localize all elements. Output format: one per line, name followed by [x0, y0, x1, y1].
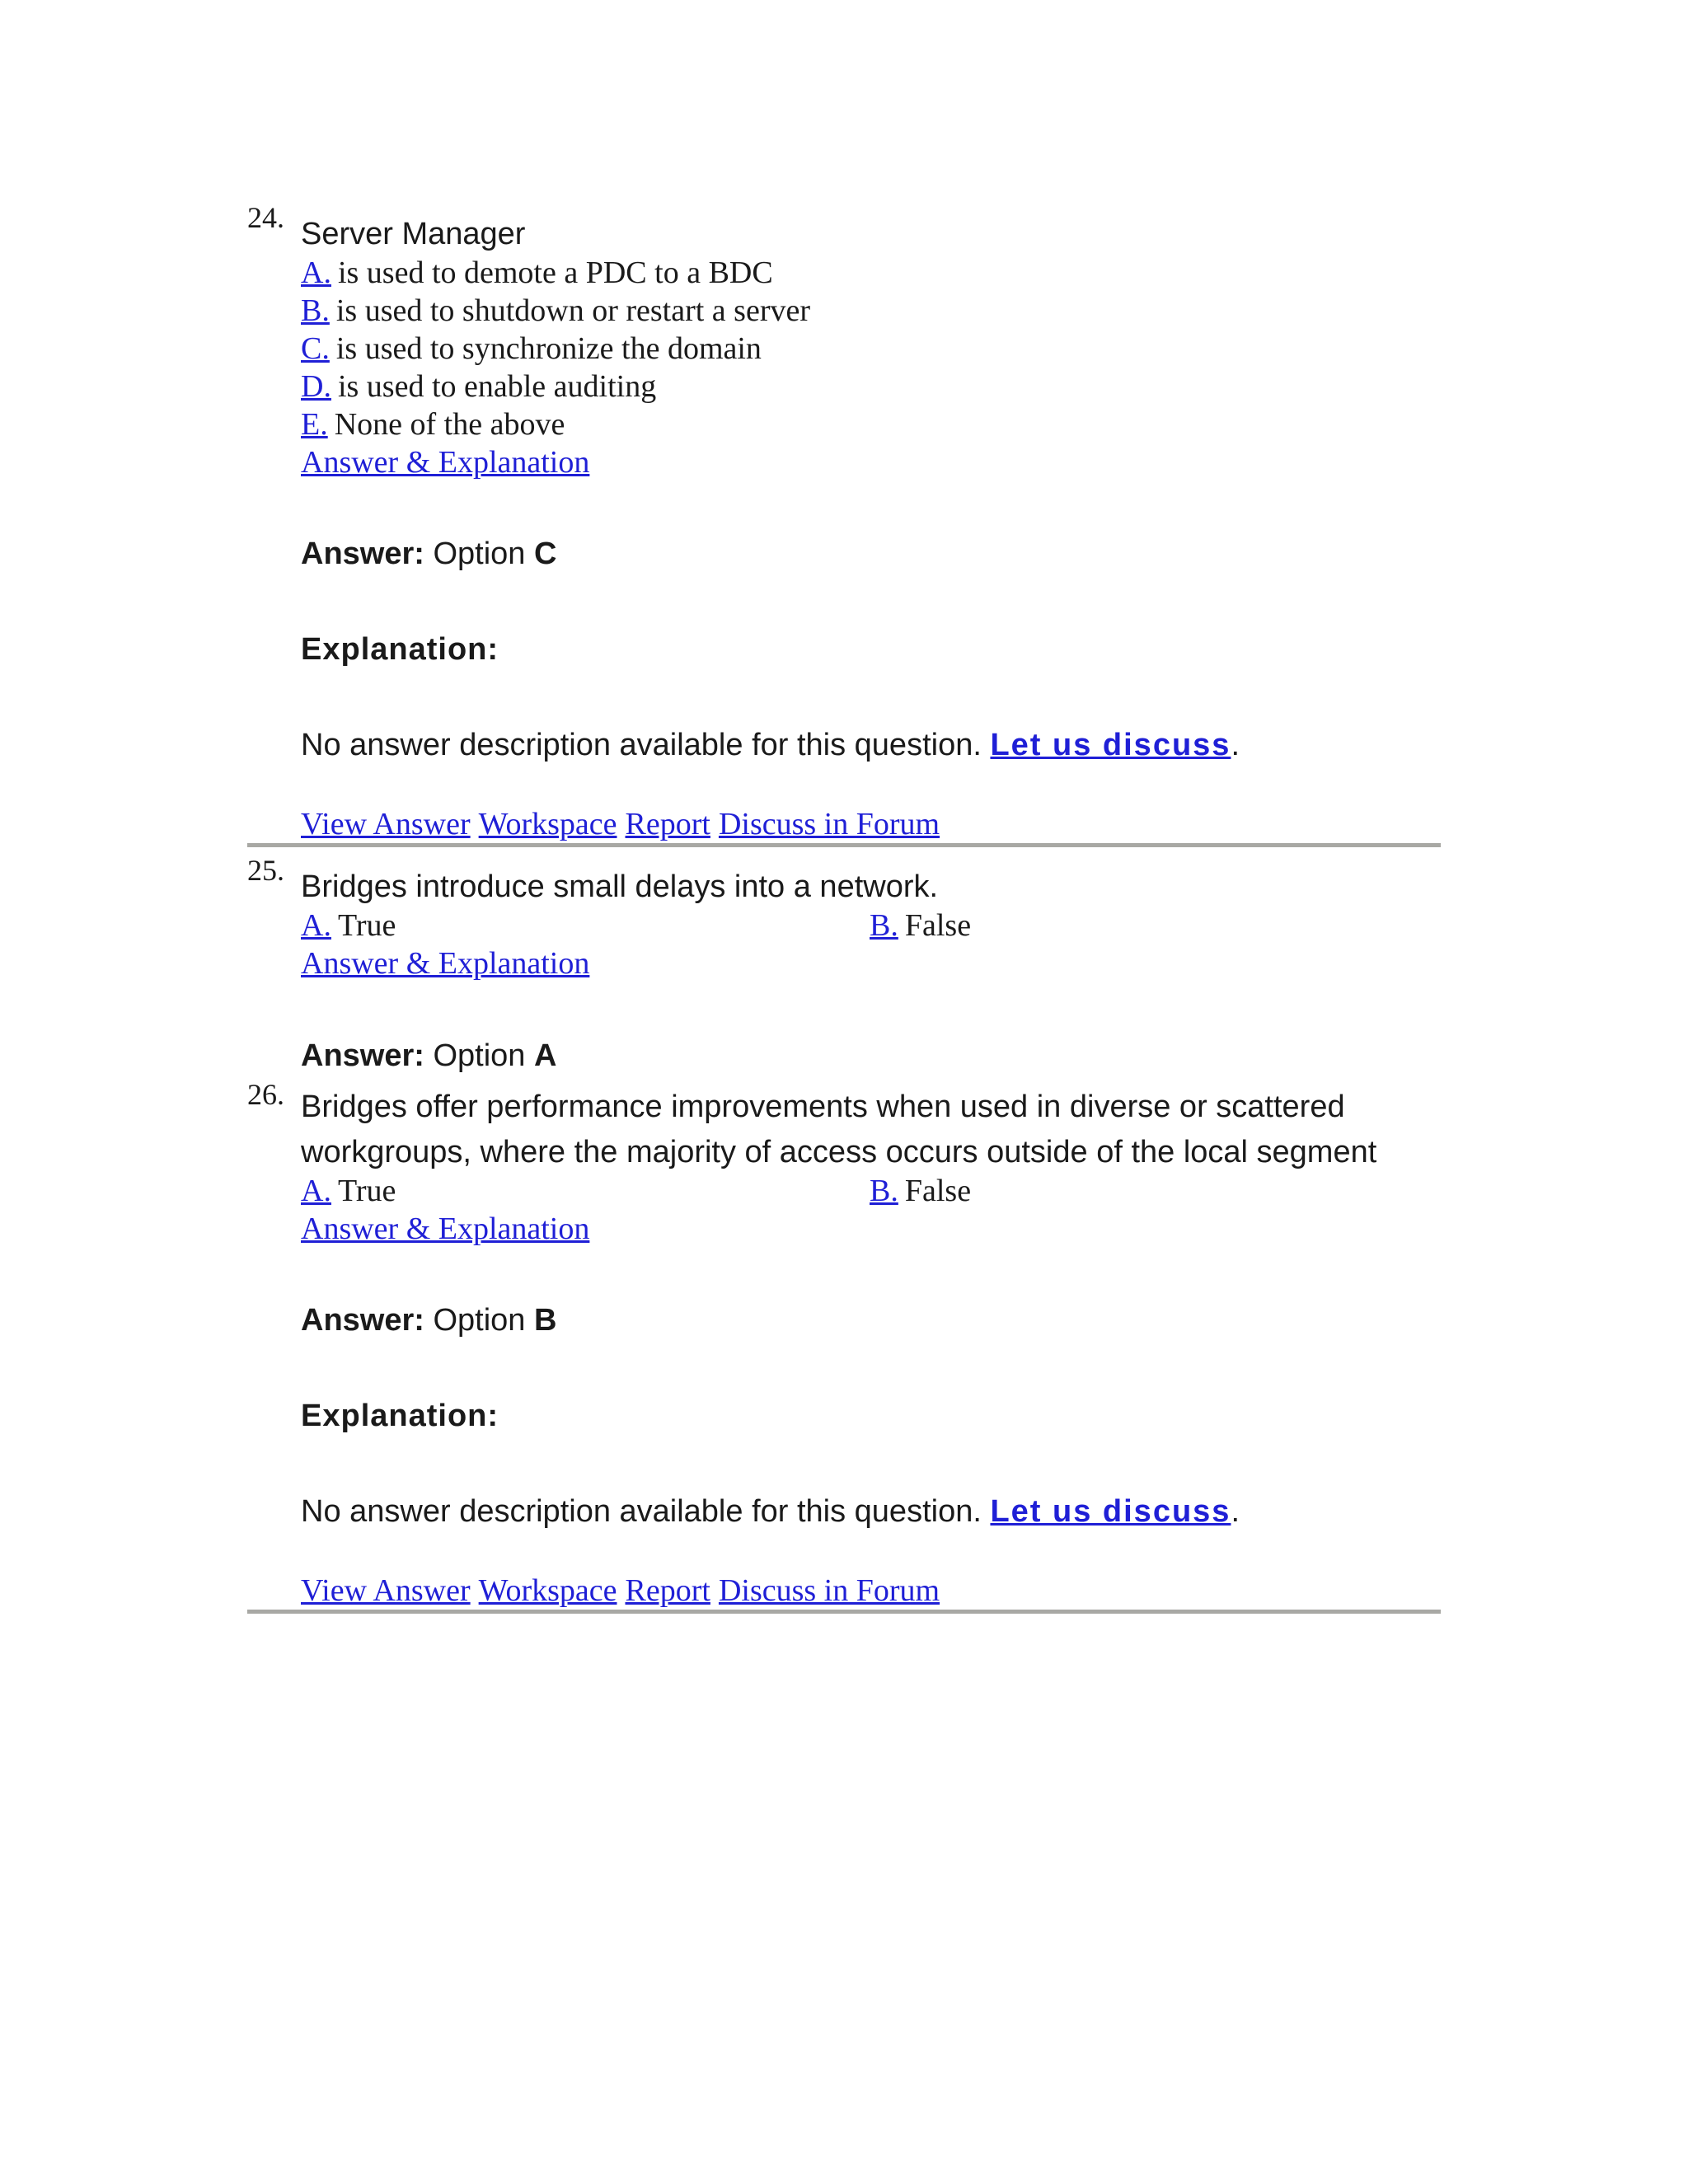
option-a-link[interactable]: A. [301, 908, 331, 943]
explanation-body: No answer description available for this question. [301, 1494, 982, 1529]
report-link[interactable]: Report [625, 807, 710, 841]
view-answer-link[interactable]: View Answer [301, 1573, 471, 1608]
answer-line [301, 1301, 1441, 1339]
answer-line [301, 1037, 1441, 1075]
answer-explanation-link[interactable]: Answer & Explanation [301, 1212, 590, 1246]
option-e-link[interactable]: E. [301, 407, 328, 442]
option-b-link[interactable]: B. [301, 293, 330, 328]
option-a-text: is used to demote a PDC to a BDC [337, 255, 773, 290]
answer-letter: A [534, 1038, 557, 1073]
explanation-body: No answer description available for this question. [301, 728, 982, 762]
discuss-in-forum-link[interactable]: Discuss in Forum [718, 1573, 940, 1608]
option-c-link[interactable]: C. [301, 331, 330, 366]
answer-label: Answer: [301, 1303, 424, 1338]
question-text: Server Manager [301, 217, 526, 251]
explanation-label: Explanation: [301, 1399, 499, 1433]
option-b [870, 1172, 1438, 1210]
option-a-text: True [337, 1174, 396, 1208]
question-number: 24. [247, 201, 284, 234]
question-footer-links [301, 805, 1441, 843]
question-text-line-1: Bridges offer performance improvements when used in diverse or scattered [301, 1090, 1345, 1124]
question-text-line-2: workgroups, where the majority of access occurs outside of the local segment [301, 1135, 1377, 1169]
option-b-text: False [904, 1174, 972, 1208]
question-list [247, 201, 1441, 1614]
option-a [301, 907, 870, 944]
question-25 [247, 854, 1441, 1075]
let-us-discuss-link[interactable]: Let us discuss [990, 1494, 1231, 1529]
explanation-text [301, 1493, 1441, 1530]
option-b-text: False [904, 908, 972, 943]
discuss-in-forum-link[interactable]: Discuss in Forum [718, 807, 940, 841]
answer-option-word: Option [433, 1038, 526, 1073]
option-d-text: is used to enable auditing [337, 369, 657, 404]
option-d-link[interactable]: D. [301, 369, 331, 404]
question-footer-links [301, 1572, 1441, 1610]
options-row [301, 907, 1441, 944]
option-a [301, 254, 1441, 292]
answer-explanation-link[interactable]: Answer & Explanation [301, 946, 590, 981]
answer-option-word: Option [433, 1303, 526, 1338]
option-a [301, 1172, 870, 1210]
option-b-link[interactable]: B. [870, 1174, 898, 1208]
option-c-text: is used to synchronize the domain [335, 331, 762, 366]
option-a-text: True [337, 908, 396, 943]
answer-label: Answer: [301, 537, 424, 571]
question-number: 26. [247, 1078, 284, 1111]
option-e-text: None of the above [334, 407, 565, 442]
option-d [301, 368, 1441, 405]
answer-option-word: Option [433, 537, 526, 571]
answer-line [301, 535, 1441, 573]
option-a-link[interactable]: A. [301, 255, 331, 290]
workspace-link[interactable]: Workspace [478, 1573, 617, 1608]
report-link[interactable]: Report [625, 1573, 710, 1608]
explanation-text [301, 726, 1441, 764]
question-body [301, 854, 1441, 1075]
explanation-label: Explanation: [301, 632, 499, 667]
options-row [301, 1172, 1441, 1210]
let-us-discuss-link[interactable]: Let us discuss [990, 728, 1231, 762]
question-divider [247, 1610, 1441, 1614]
option-b [870, 907, 1438, 944]
answer-letter: C [534, 537, 557, 571]
question-text: Bridges introduce small delays into a network. [301, 869, 939, 904]
answer-label: Answer: [301, 1038, 424, 1073]
question-number: 25. [247, 854, 284, 887]
option-e [301, 405, 1441, 443]
answer-explanation-link[interactable]: Answer & Explanation [301, 445, 590, 480]
answer-letter: B [534, 1303, 557, 1338]
question-body [301, 201, 1441, 843]
question-24 [247, 201, 1441, 847]
option-b-text: is used to shutdown or restart a server [335, 293, 810, 328]
explanation-end: . [1231, 728, 1240, 762]
option-b-link[interactable]: B. [870, 908, 898, 943]
question-26 [247, 1078, 1441, 1614]
question-divider [247, 843, 1441, 847]
option-b [301, 292, 1441, 330]
explanation-end: . [1231, 1494, 1240, 1529]
view-answer-link[interactable]: View Answer [301, 807, 471, 841]
option-c [301, 330, 1441, 368]
option-a-link[interactable]: A. [301, 1174, 331, 1208]
question-body [301, 1078, 1441, 1610]
workspace-link[interactable]: Workspace [478, 807, 617, 841]
